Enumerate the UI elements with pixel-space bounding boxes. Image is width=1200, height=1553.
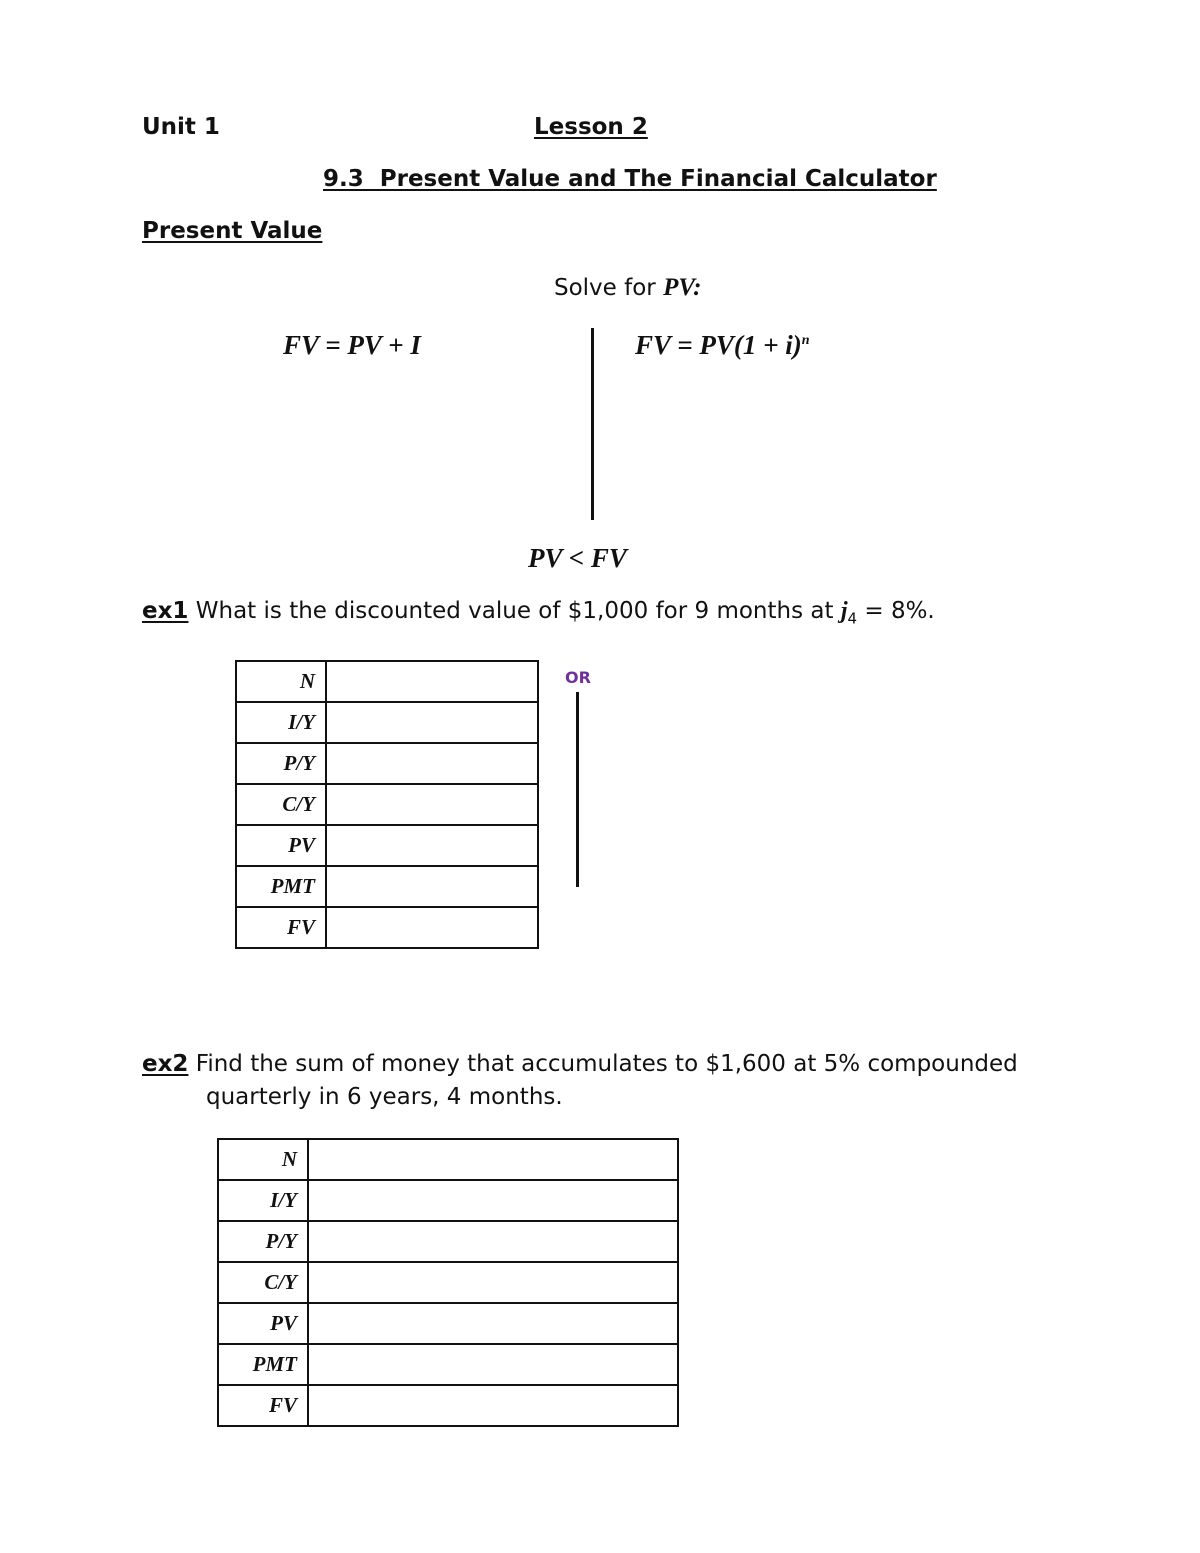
table-row xyxy=(218,1180,678,1221)
compound-formula xyxy=(635,330,810,361)
simple-interest-formula: FV = PV + I xyxy=(283,330,421,360)
row-label: FV xyxy=(236,907,326,948)
row-label: I/Y xyxy=(236,702,326,743)
answer-cell[interactable] xyxy=(326,743,538,784)
ex2-question-line1 xyxy=(142,1051,1018,1077)
ex1-text-b: = 8%. xyxy=(857,598,935,624)
page-title: 9.3 Present Value and The Financial Calculator xyxy=(323,166,937,192)
row-label: C/Y xyxy=(218,1262,308,1303)
answer-cell[interactable] xyxy=(308,1385,678,1426)
table-row xyxy=(236,702,538,743)
section-heading: Present Value xyxy=(142,218,323,244)
table-row xyxy=(218,1344,678,1385)
solve-for-prefix: Solve for xyxy=(554,275,664,301)
row-label: N xyxy=(218,1139,308,1180)
or-divider-line xyxy=(576,692,579,887)
compound-formula-base: FV = PV(1 + i) xyxy=(635,330,802,360)
relation-formula: PV < FV xyxy=(528,543,627,573)
table-row xyxy=(218,1262,678,1303)
table-row xyxy=(236,784,538,825)
answer-cell[interactable] xyxy=(326,661,538,702)
table-row xyxy=(236,825,538,866)
answer-cell[interactable] xyxy=(308,1221,678,1262)
table-row xyxy=(218,1221,678,1262)
answer-cell[interactable] xyxy=(326,702,538,743)
row-label: FV xyxy=(218,1385,308,1426)
table-row xyxy=(236,866,538,907)
ex2-text-line1: Find the sum of money that accumulates to $1,600 at 5% compounded xyxy=(195,1051,1018,1077)
table-row xyxy=(236,661,538,702)
ex1-question xyxy=(142,598,935,628)
ex1-j-sub: 4 xyxy=(847,609,858,628)
ex1-label: ex1 xyxy=(142,598,189,624)
answer-cell[interactable] xyxy=(308,1262,678,1303)
ex1-calculator-table xyxy=(235,660,539,949)
divider-line xyxy=(591,328,594,520)
ex2-label: ex2 xyxy=(142,1051,189,1077)
table-row xyxy=(218,1385,678,1426)
solve-for-line xyxy=(554,274,702,302)
row-label: N xyxy=(236,661,326,702)
answer-cell[interactable] xyxy=(308,1303,678,1344)
lesson-label: Lesson 2 xyxy=(534,114,648,140)
answer-cell[interactable] xyxy=(326,907,538,948)
or-label: OR xyxy=(565,668,591,687)
row-label: I/Y xyxy=(218,1180,308,1221)
answer-cell[interactable] xyxy=(326,825,538,866)
solve-for-variable: PV: xyxy=(663,274,702,301)
row-label: P/Y xyxy=(236,743,326,784)
row-label: PMT xyxy=(218,1344,308,1385)
unit-label: Unit 1 xyxy=(142,114,220,140)
table-row xyxy=(236,907,538,948)
table-row xyxy=(236,743,538,784)
answer-cell[interactable] xyxy=(308,1139,678,1180)
row-label: P/Y xyxy=(218,1221,308,1262)
ex2-calculator-table xyxy=(217,1138,679,1427)
ex1-text-a: What is the discounted value of $1,000 for 9 months at xyxy=(195,598,841,624)
compound-formula-exponent: n xyxy=(801,333,810,348)
row-label: C/Y xyxy=(236,784,326,825)
row-label: PMT xyxy=(236,866,326,907)
answer-cell[interactable] xyxy=(326,784,538,825)
row-label: PV xyxy=(236,825,326,866)
ex1-j: j xyxy=(840,598,848,624)
table-row xyxy=(218,1303,678,1344)
answer-cell[interactable] xyxy=(326,866,538,907)
answer-cell[interactable] xyxy=(308,1344,678,1385)
table-row xyxy=(218,1139,678,1180)
row-label: PV xyxy=(218,1303,308,1344)
ex2-question-line2: quarterly in 6 years, 4 months. xyxy=(206,1084,563,1110)
answer-cell[interactable] xyxy=(308,1180,678,1221)
